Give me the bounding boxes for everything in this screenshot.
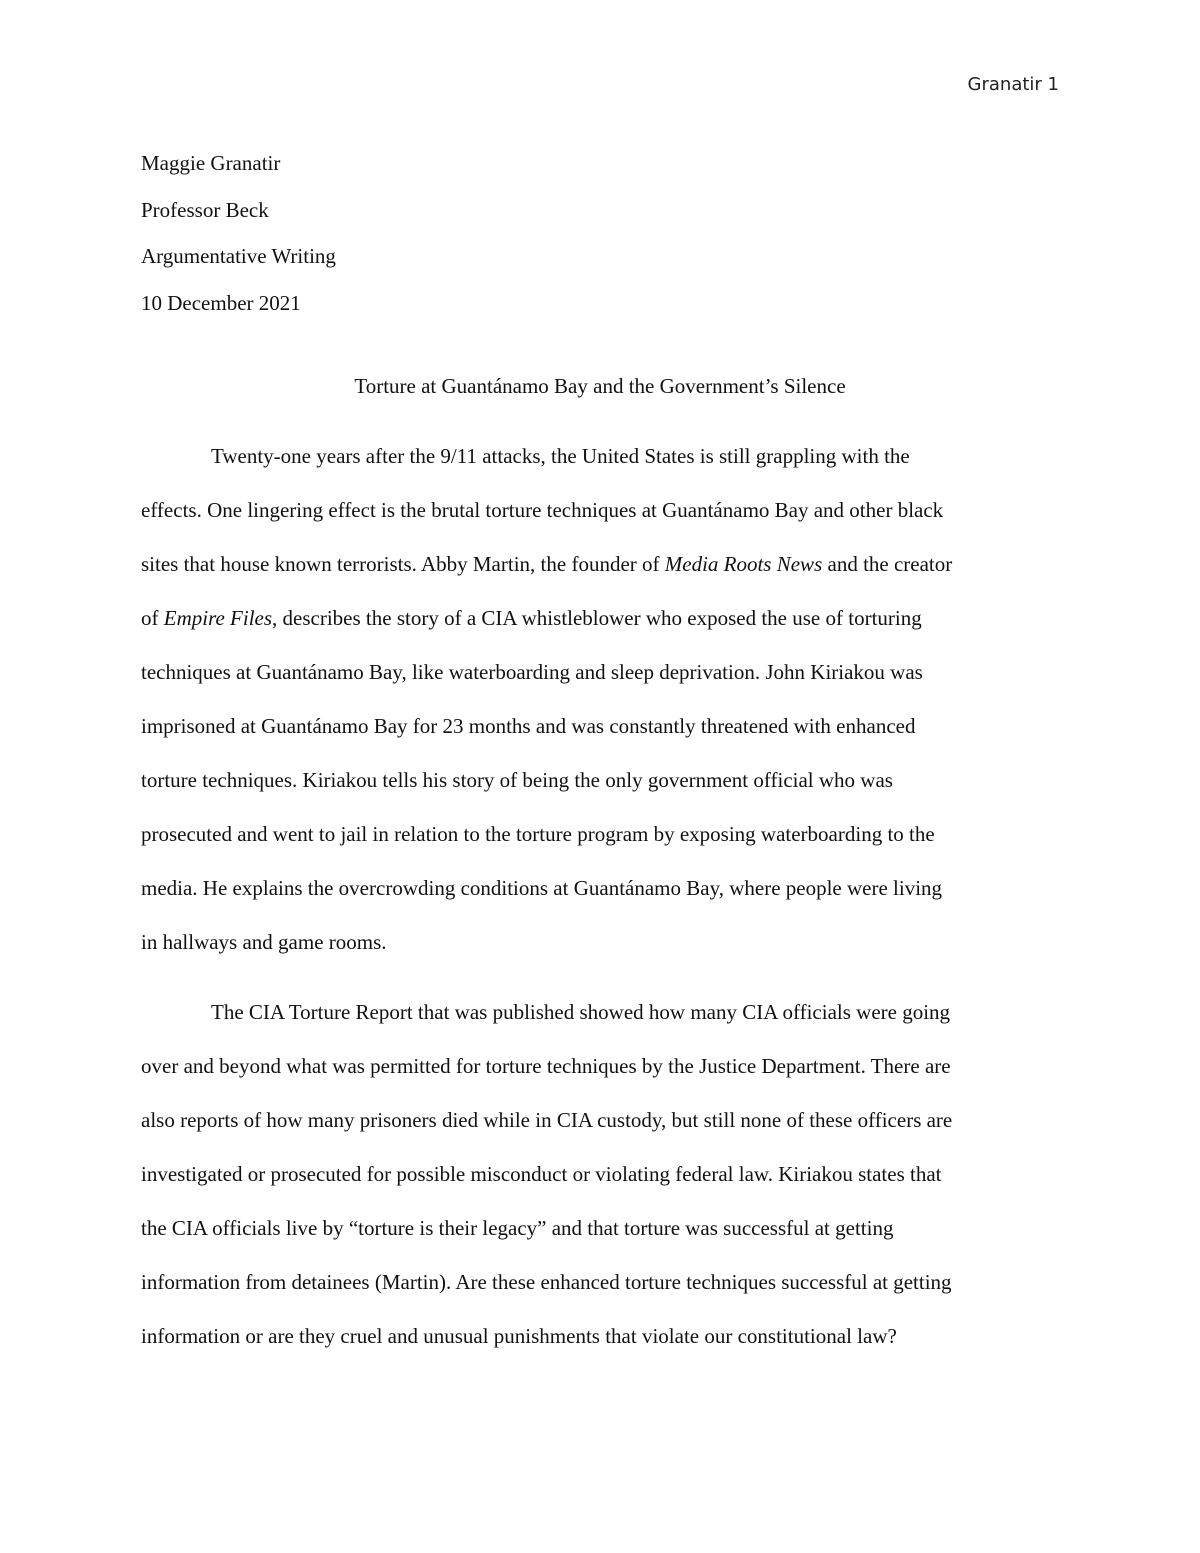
text-line: Twenty-one years after the 9/11 attacks, the United States is still grappling with the <box>211 444 910 468</box>
paragraph-1 <box>141 429 1059 969</box>
author-name: Maggie Granatir <box>141 151 281 175</box>
italic-title: Empire Files <box>163 606 273 630</box>
instructor-name: Professor Beck <box>141 197 269 222</box>
text-line: effects. One lingering effect is the brutal torture techniques at Guantánamo Bay and other black <box>141 498 944 522</box>
paragraph-2 <box>141 985 1059 1363</box>
text-line: media. He explains the overcrowding conditions at Guantánamo Bay, where people were living <box>141 876 943 900</box>
italic-title: Media Roots News <box>664 552 823 576</box>
text-line <box>141 537 1059 591</box>
text-line: information or are they cruel and unusual punishments that violate our constitutional law? <box>141 1324 897 1348</box>
text-line: torture techniques. Kiriakou tells his story of being the only government official who was <box>141 768 893 792</box>
text-line: the CIA officials live by “torture is their legacy” and that torture was successful at getting <box>141 1216 894 1240</box>
text-run: , describes the story of a CIA whistleblower who exposed the use of torturing <box>272 606 922 630</box>
text-run: sites that house known terrorists. Abby Martin, the founder of <box>141 552 665 576</box>
text-run: and the creator <box>822 552 953 576</box>
text-line: in hallways and game rooms. <box>141 930 387 954</box>
submission-date: 10 December 2021 <box>141 290 301 315</box>
text-line: imprisoned at Guantánamo Bay for 23 months and was constantly threatened with enhanced <box>141 714 916 738</box>
essay-title: Torture at Guantánamo Bay and the Government’s Silence <box>354 374 846 398</box>
course-name: Argumentative Writing <box>141 244 336 268</box>
text-line: investigated or prosecuted for possible misconduct or violating federal law. Kiriakou states that <box>141 1162 942 1186</box>
page-header: Granatir 1 <box>967 74 1059 95</box>
text-line: prosecuted and went to jail in relation to the torture program by exposing waterboarding to the <box>141 822 935 846</box>
text-line: also reports of how many prisoners died while in CIA custody, but still none of these officers are <box>141 1108 953 1132</box>
text-line: information from detainees (Martin). Are these enhanced torture techniques successful at getting <box>141 1270 952 1294</box>
text-line <box>141 591 1059 645</box>
text-run: of <box>141 606 164 630</box>
text-line: The CIA Torture Report that was published showed how many CIA officials were going <box>211 1000 951 1024</box>
text-line: over and beyond what was permitted for torture techniques by the Justice Department. There are <box>141 1054 951 1078</box>
text-line: techniques at Guantánamo Bay, like waterboarding and sleep deprivation. John Kiriakou was <box>141 660 923 684</box>
mla-heading <box>141 140 1061 326</box>
